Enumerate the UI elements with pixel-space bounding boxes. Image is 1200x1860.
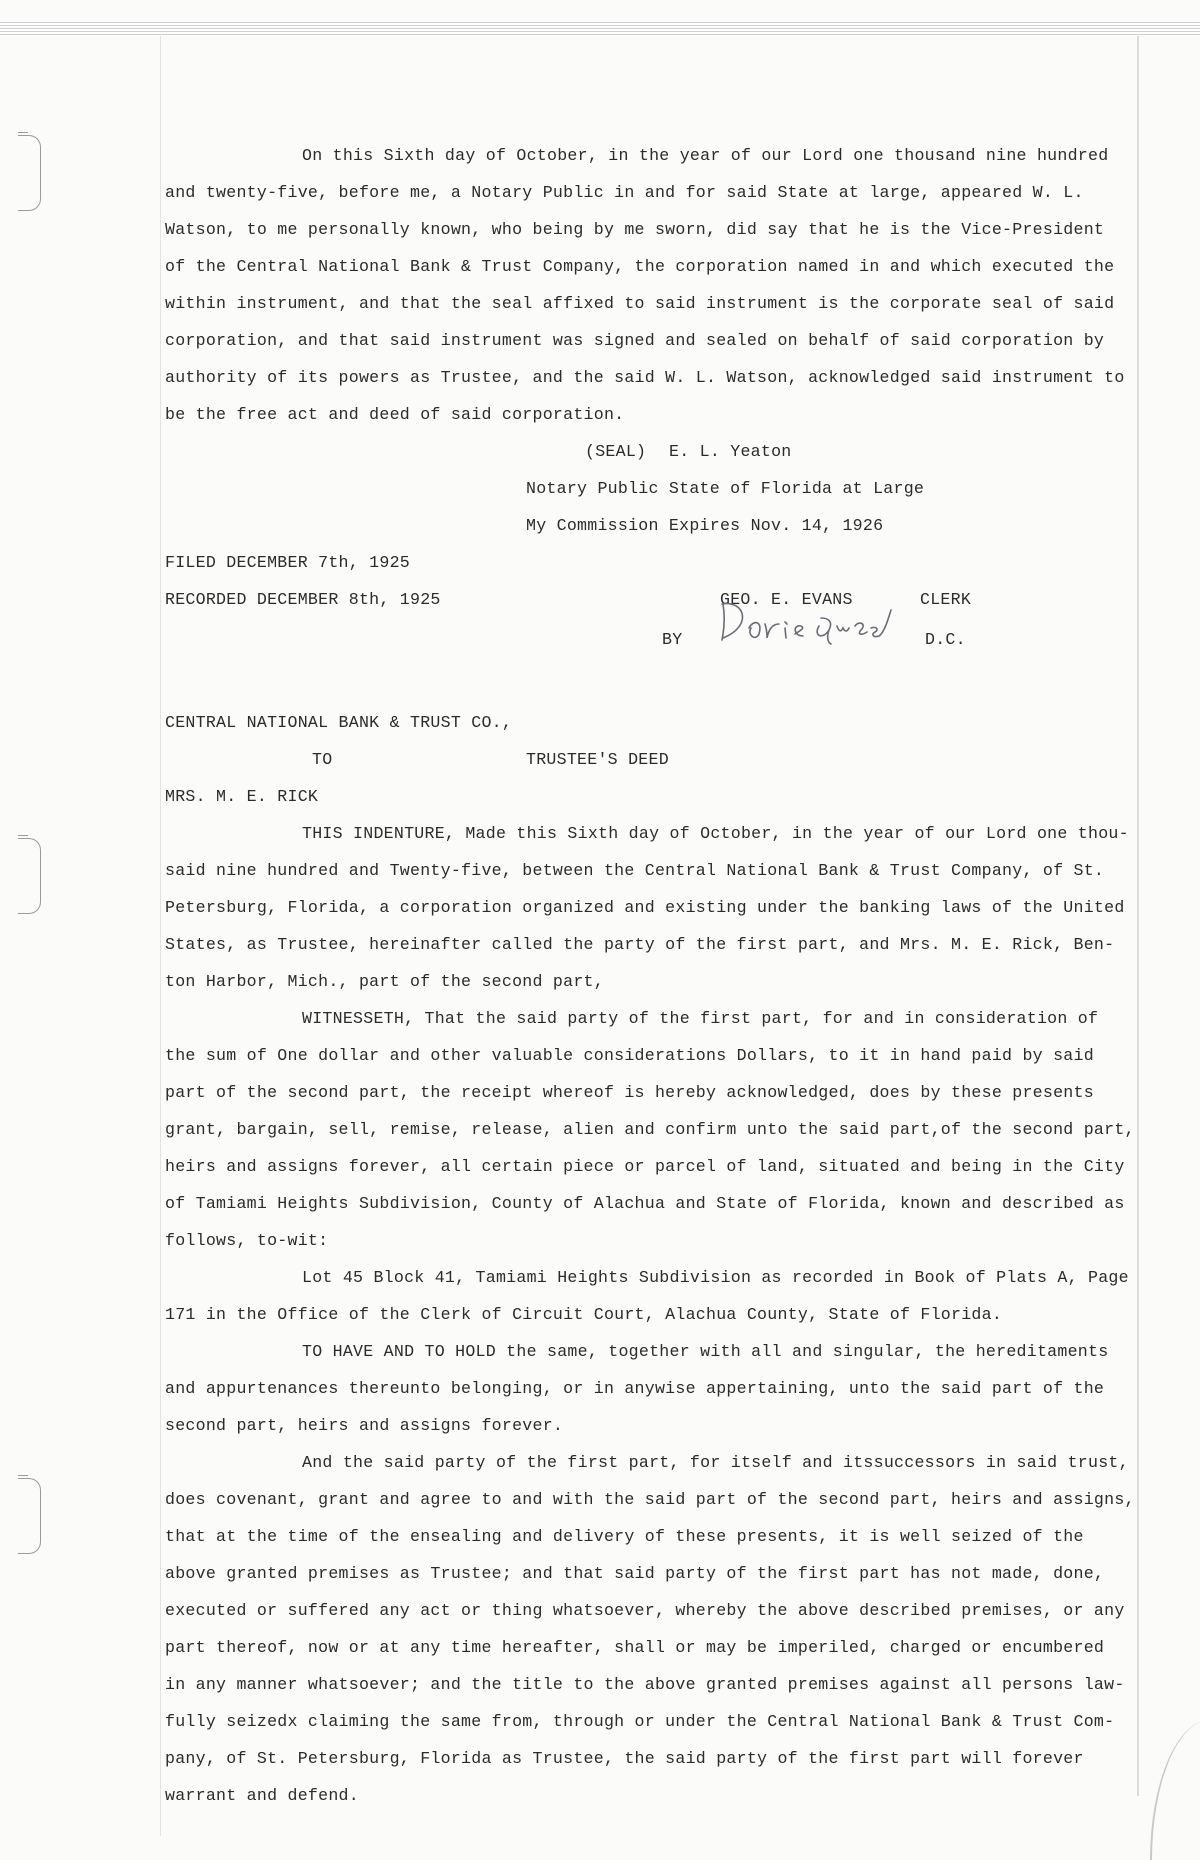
- text-line: And the said party of the first part, for itself and itssuccessors in said trust,: [302, 1453, 1129, 1472]
- grantee-name: MRS. M. E. RICK: [165, 787, 319, 806]
- text-line: part thereof, now or at any time hereafter, shall or may be imperiled, charged or encumbered: [165, 1638, 1105, 1657]
- text-line: On this Sixth day of October, in the year of our Lord one thousand nine hundred: [302, 146, 1109, 165]
- text-line: be the free act and deed of said corporation.: [165, 405, 625, 424]
- text-line: WITNESSETH, That the said party of the first part, for and in consideration of: [302, 1009, 1099, 1028]
- page-left-margin-line: [160, 36, 161, 1836]
- text-line: does covenant, grant and agree to and with the said part of the second part, heirs and assigns,: [165, 1490, 1135, 1509]
- text-line: in any manner whatsoever; and the title to the above granted premises against all persons law-: [165, 1675, 1125, 1694]
- text-line: 171 in the Office of the Clerk of Circuit Court, Alachua County, State of Florida.: [165, 1305, 1003, 1324]
- notary-name: E. L. Yeaton: [669, 442, 792, 461]
- text-line: pany, of St. Petersburg, Florida as Trustee, the said party of the first part will forever: [165, 1749, 1084, 1768]
- text-line: fully seizedx claiming the same from, through or under the Central National Bank & Trust Com-: [165, 1712, 1115, 1731]
- text-line: said nine hundred and Twenty-five, between the Central National Bank & Trust Company, of St.: [165, 861, 1105, 880]
- grantor-name: CENTRAL NATIONAL BANK & TRUST CO.,: [165, 713, 513, 732]
- page-corner-curl: [1150, 1720, 1200, 1860]
- clerk-title: CLERK: [920, 590, 972, 609]
- text-line: second part, heirs and assigns forever.: [165, 1416, 564, 1435]
- text-line: above granted premises as Trustee; and that said party of the first part has not made, done,: [165, 1564, 1105, 1583]
- page-top-border: [0, 22, 1200, 36]
- text-line: authority of its powers as Trustee, and the said W. L. Watson, acknowledged said instrument to: [165, 368, 1125, 387]
- text-line: the sum of One dollar and other valuable considerations Dollars, to it in hand paid by said: [165, 1046, 1094, 1065]
- text-line: ton Harbor, Mich., part of the second part,: [165, 972, 604, 991]
- text-line: grant, bargain, sell, remise, release, alien and confirm unto the said part,of the second part,: [165, 1120, 1135, 1139]
- binder-hole-icon: [18, 135, 41, 211]
- filed-date: FILED DECEMBER 7th, 1925: [165, 553, 410, 572]
- notary-commission: My Commission Expires Nov. 14, 1926: [526, 516, 884, 535]
- text-line: States, as Trustee, hereinafter called the party of the first part, and Mrs. M. E. Rick, Ben-: [165, 935, 1115, 954]
- text-line: and appurtenances thereunto belonging, or in anywise appertaining, unto the said part of the: [165, 1379, 1105, 1398]
- text-line: and twenty-five, before me, a Notary Public in and for said State at large, appeared W. L.: [165, 183, 1084, 202]
- seal-label: (SEAL): [585, 442, 647, 461]
- deputy-clerk-signature: [713, 596, 895, 646]
- text-line: TO HAVE AND TO HOLD the same, together with all and singular, the hereditaments: [302, 1342, 1109, 1361]
- text-line: Lot 45 Block 41, Tamiami Heights Subdivision as recorded in Book of Plats A, Page: [302, 1268, 1129, 1287]
- notary-title: Notary Public State of Florida at Large: [526, 479, 925, 498]
- text-line: within instrument, and that the seal affixed to said instrument is the corporate seal of said: [165, 294, 1115, 313]
- deed-title: TRUSTEE'S DEED: [526, 750, 669, 769]
- text-line: Watson, to me personally known, who being by me sworn, did say that he is the Vice-President: [165, 220, 1105, 239]
- text-line: that at the time of the ensealing and delivery of these presents, it is well seized of the: [165, 1527, 1084, 1546]
- text-line: part of the second part, the receipt whereof is hereby acknowledged, does by these presents: [165, 1083, 1094, 1102]
- binder-hole-icon: [18, 838, 41, 914]
- text-line: warrant and defend.: [165, 1786, 359, 1805]
- deputy-clerk-label: D.C.: [925, 630, 966, 649]
- text-line: follows, to-wit:: [165, 1231, 329, 1250]
- text-line: corporation, and that said instrument was signed and sealed on behalf of said corporation by: [165, 331, 1105, 350]
- text-line: executed or suffered any act or thing whatsoever, whereby the above described premises, or any: [165, 1601, 1125, 1620]
- by-label: BY: [662, 630, 683, 649]
- text-line: heirs and assigns forever, all certain piece or parcel of land, situated and being in the City: [165, 1157, 1125, 1176]
- recorded-date: RECORDED DECEMBER 8th, 1925: [165, 590, 441, 609]
- text-line: Petersburg, Florida, a corporation organized and existing under the banking laws of the United: [165, 898, 1125, 917]
- clerk-name: GEO. E. EVANS: [720, 590, 853, 609]
- binder-hole-icon: [18, 1478, 41, 1554]
- page-right-margin-line: [1137, 36, 1139, 1796]
- to-label: TO: [312, 750, 333, 769]
- text-line: of the Central National Bank & Trust Company, the corporation named in and which executed the: [165, 257, 1115, 276]
- text-line: of Tamiami Heights Subdivision, County of Alachua and State of Florida, known and described as: [165, 1194, 1125, 1213]
- text-line: THIS INDENTURE, Made this Sixth day of October, in the year of our Lord one thou-: [302, 824, 1129, 843]
